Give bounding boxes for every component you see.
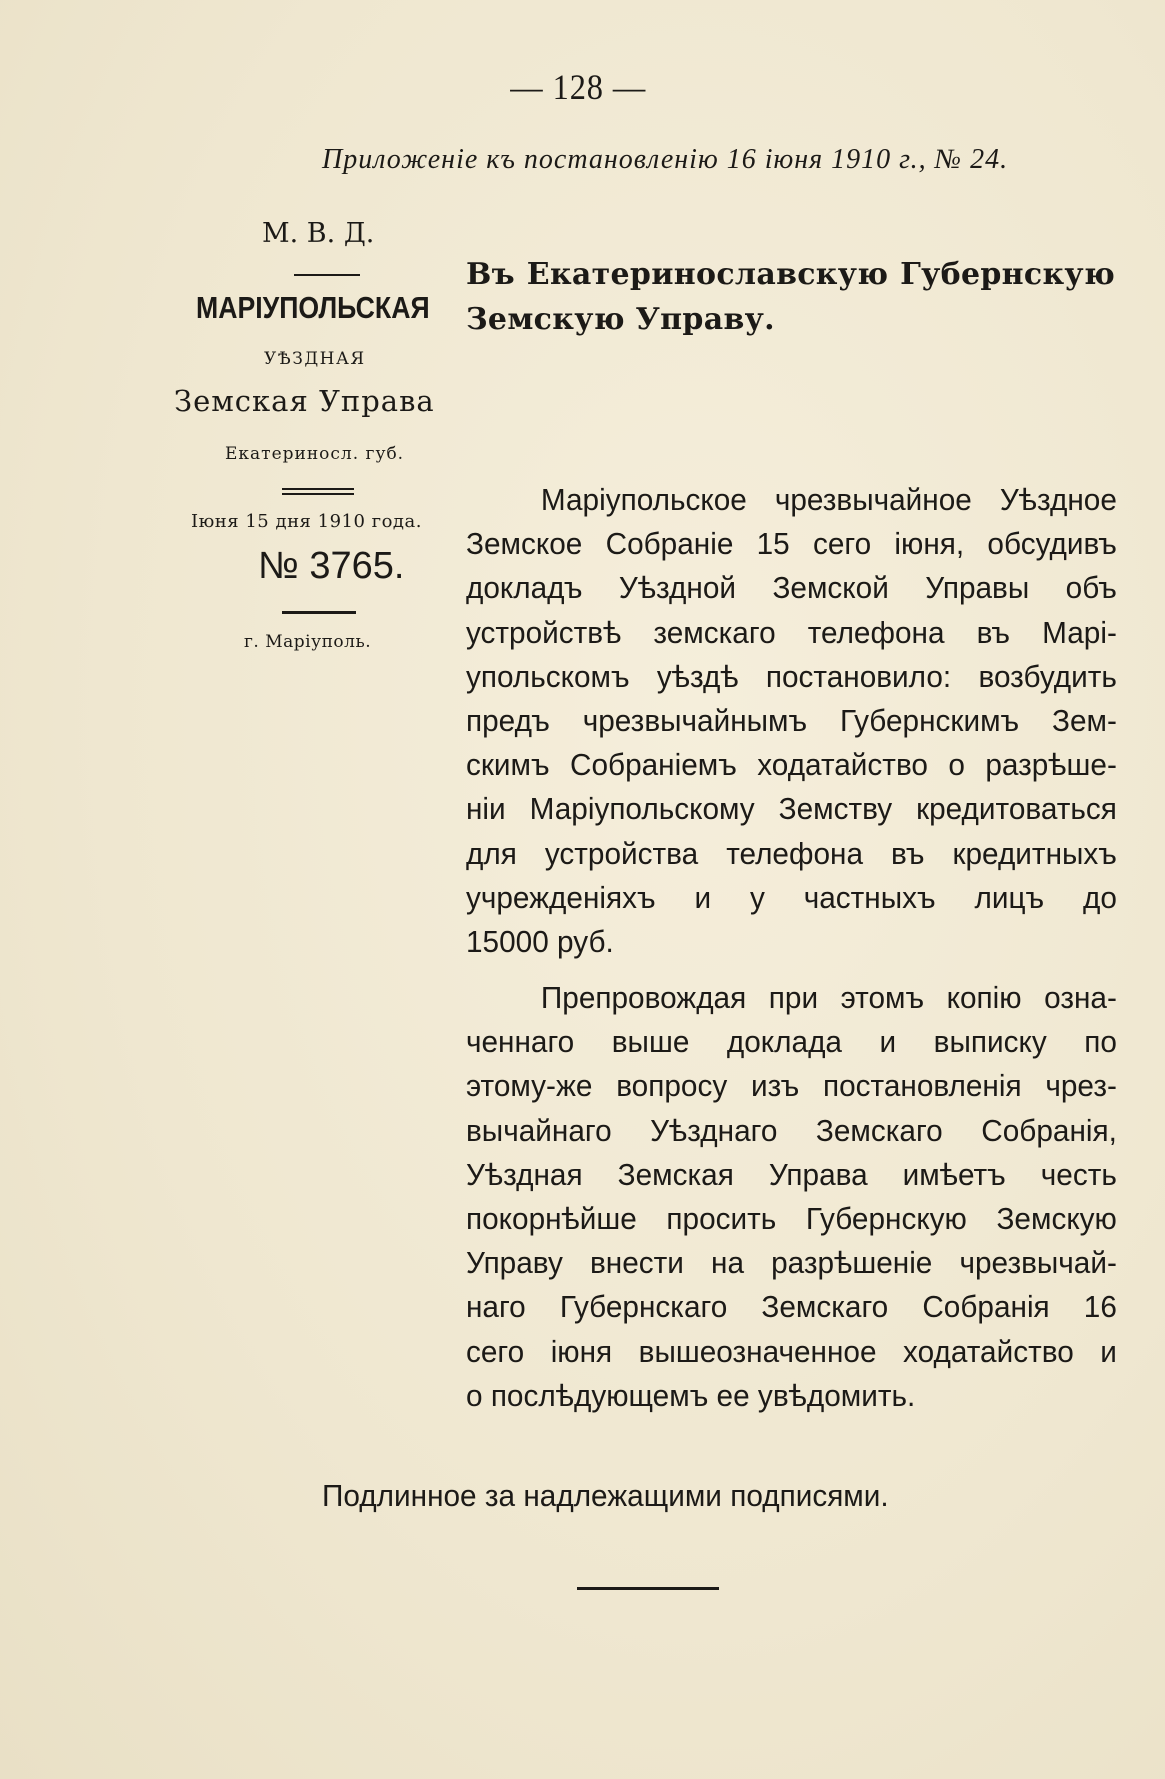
addressee (466, 252, 1115, 342)
appendix-note: Приложеніе къ постановленію 16 іюня 1910 г., № 24. (322, 144, 1009, 175)
rule-divider (294, 274, 360, 276)
body-line: о послѣдующемъ ее увѣдомить. (466, 1377, 916, 1413)
body-line: учрежденіяхъ и у частныхъ лицъ до (466, 879, 1117, 915)
ministry-label: М. В. Д. (262, 218, 375, 249)
body-line: сего іюня вышеозначенное ходатайство и (466, 1333, 1117, 1369)
district-label: УѢЗДНАЯ (264, 349, 366, 369)
double-rule-bottom (282, 493, 354, 495)
body-line: для устройства телефона въ кредитныхъ (466, 835, 1117, 871)
body-line: этому-же вопросу изъ постановленія чрез- (466, 1068, 1117, 1104)
letter-body (466, 478, 1117, 1418)
body-line: ченнаго выше доклада и выписку по (466, 1024, 1117, 1060)
double-rule-top (282, 488, 354, 490)
body-line: Маріупольское чрезвычайное Уѣздное (540, 482, 1117, 517)
body-line: Управу внести на разрѣшеніе чрезвычай- (466, 1245, 1117, 1281)
body-line: Земское Собраніе 15 сего іюня, обсудивъ (466, 526, 1117, 562)
board-name: Земская Управа (174, 384, 435, 418)
body-line: упольскомъ уѣздѣ постановило: возбудить (466, 658, 1117, 694)
closing-rule (577, 1587, 719, 1590)
document-number: № 3765. (258, 545, 405, 587)
body-line: вычайнаго Уѣзднаго Земскаго Собранія, (466, 1112, 1117, 1148)
addressee-line-1: Въ Екатеринославскую Губернскую (466, 257, 1115, 292)
body-line: скимъ Собраніемъ ходатайство о разрѣше- (466, 747, 1117, 783)
body-line: предъ чрезвычайнымъ Губернскимъ Зем- (466, 702, 1117, 738)
addressee-line-2: Земскую Управу. (466, 302, 775, 337)
body-line: докладъ Уѣздной Земской Управы объ (466, 570, 1117, 606)
body-line: ніи Маріупольскому Земству кредитоваться (466, 791, 1117, 827)
body-line: Уѣздная Земская Управа имѣетъ честь (466, 1156, 1117, 1192)
body-line: наго Губернскаго Земскаго Собранія 16 (466, 1289, 1117, 1325)
signature-note: Подлинное за надлежащими подписями. (322, 1478, 889, 1513)
body-line: покорнѣйше просить Губернскую Земскую (466, 1201, 1117, 1236)
province-label: Екатериносл. губ. (225, 444, 405, 464)
body-line: устройствѣ земскаго телефона въ Марі- (466, 614, 1117, 650)
body-line: Препровождая при этомъ копію озна- (540, 980, 1117, 1016)
page-number: — 128 — (510, 67, 647, 107)
number-underline (282, 611, 356, 614)
city-label: г. Маріуполь. (244, 632, 372, 652)
date-line: Іюня 15 дня 1910 года. (191, 511, 422, 532)
institution-name: МАРІУПОЛЬСКАЯ (196, 290, 430, 325)
body-line: 15000 руб. (466, 923, 614, 959)
